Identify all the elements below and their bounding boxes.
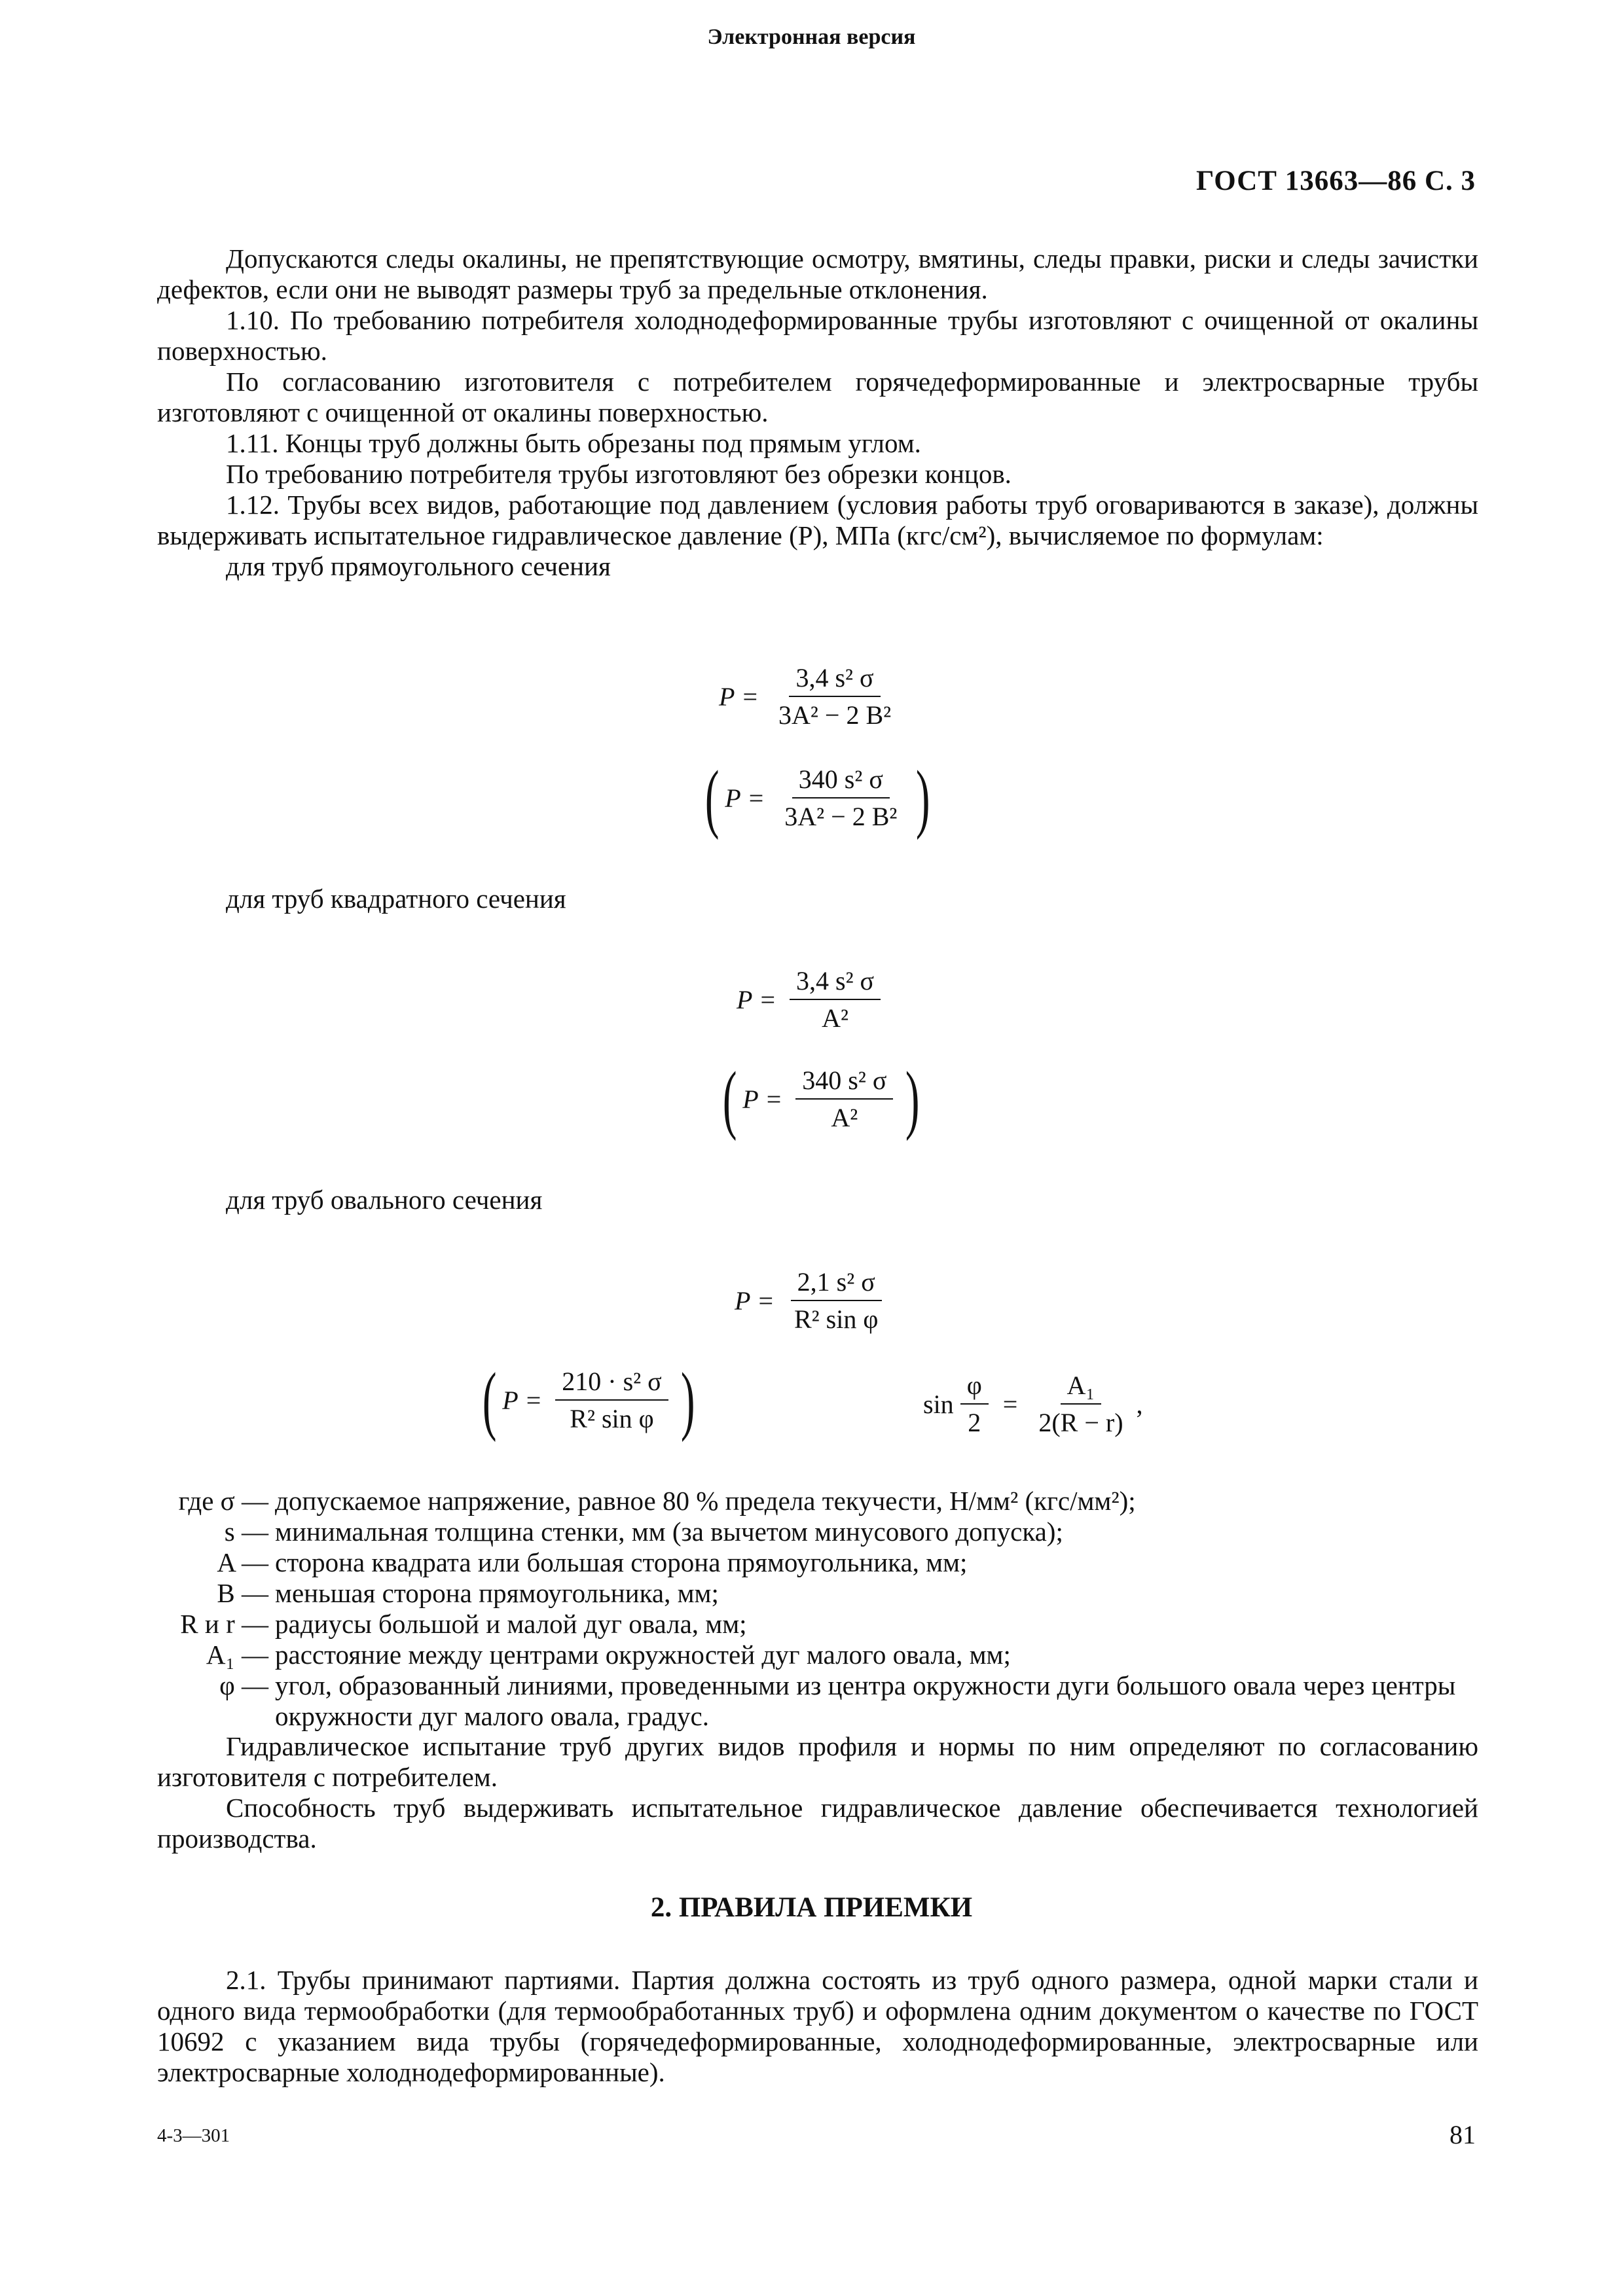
paragraph: По требованию потребителя трубы изготовляют без обрезки концов. [226,459,1012,489]
formula-var: P [502,1385,519,1415]
definition-symbol: B — [217,1578,268,1608]
paragraph: По согласованию изготовителя с потребителем горячедеформированные и электросварные трубы изготовляют с очищенной от окалины поверхностью. [157,367,1478,427]
right-paren: ) [680,1357,695,1443]
fraction [790,965,881,1033]
formula-oval-si [735,1266,891,1335]
definition-text: расстояние между центрами окружностей дуг малого овала, мм; [275,1640,1011,1670]
intro-text [157,243,1478,582]
left-paren: ( [722,1056,737,1141]
denominator: R² sin φ [794,1304,879,1334]
formula-square-si [737,965,887,1033]
definition-row [128,1640,1476,1670]
denominator: A² [831,1103,858,1132]
section2-text [157,1965,1478,2088]
formula-rect-si [719,662,904,730]
formula-eq: = [748,783,764,813]
definition-row [128,1486,1476,1516]
definition-symbol: A₁ — [206,1640,268,1670]
definition-text: сторона квадрата или большая сторона прямоугольника, мм; [275,1547,968,1577]
denominator: 2(R − r) [1038,1408,1123,1437]
oval-label-block [157,1185,1478,1215]
formula-label: для труб прямоугольного сечения [226,551,611,581]
definition-row [128,1516,1476,1547]
denominator: 3A² − 2 B² [778,700,892,730]
fraction [778,764,903,832]
formula-label: для труб овального сечения [226,1185,543,1215]
fraction [555,1366,668,1434]
left-paren: ( [482,1357,497,1443]
formula-var: P [719,681,735,711]
definition-text: меньшая сторона прямоугольника, мм; [275,1578,719,1608]
page-number: 81 [1450,2120,1476,2149]
formula-oval-old [477,1357,701,1443]
formula-eq: = [1002,1389,1018,1419]
right-paren: ) [905,1056,920,1141]
definition-row [128,1609,1476,1640]
paragraph: 1.10. По требованию потребителя холоднодеформированные трубы изготовляют с очищенной от окалины поверхностью. [157,305,1478,366]
formula-sin-phi [923,1370,1143,1438]
paragraph: Гидравлическое испытание труб других видов профиля и нормы по ним определяют по согласованию изготовителя с потребителем. [157,1731,1478,1792]
definition-text: радиусы большой и малой дуг овала, мм; [275,1609,747,1639]
formula-eq: = [742,681,757,711]
definition-symbol: A — [217,1547,268,1577]
definition-symbol: R и r — [180,1609,268,1639]
numerator: 2,1 s² σ [791,1266,882,1301]
formula-square-old [717,1056,926,1141]
paragraph: Допускаются следы окалины, не препятствующие осмотру, вмятины, следы правки, риски и следы зачистки дефектов, если они не выводят размеры труб за предельные отклонения. [157,243,1478,304]
definition-text: минимальная толщина стенки, мм (за вычетом минусового допуска); [275,1516,1063,1547]
formula-var: P [735,1285,751,1316]
right-paren: ) [916,755,930,840]
section-title: 2. ПРАВИЛА ПРИЕМКИ [650,1892,973,1923]
definition-symbol: s — [224,1516,268,1547]
formula-eq: = [526,1385,541,1415]
numerator: 210 · s² σ [555,1366,668,1401]
square-label-block [157,884,1478,914]
electronic-version-label: Электронная версия [707,25,916,49]
denominator: 3A² − 2 B² [784,802,898,831]
trailing-comma: , [1136,1389,1143,1419]
formula-eq: = [766,1084,782,1114]
numerator: φ [960,1370,989,1405]
definition-row [128,1670,1476,1732]
paragraph: 1.12. Трубы всех видов, работающие под давлением (условия работы труб оговариваются в заказе), должны выдерживать испытательное гидравлическое давление (P), МПа (кгс/см²), вычисляемое по формулам: [157,490,1478,550]
formula-var: P [737,984,753,1014]
sin-label: sin [923,1389,954,1419]
definition-row [128,1547,1476,1578]
definition-text: угол, образованный линиями, проведенными из центра окружности дуги большого овала через центры окружности дуг малого овала, градус. [275,1670,1456,1731]
numerator: 3,4 s² σ [790,965,881,1000]
numerator: 340 s² σ [795,1065,893,1100]
after-definitions-text [157,1731,1478,1854]
fraction [795,1065,893,1133]
fraction [788,1266,884,1335]
numerator: A₁ [1061,1370,1102,1405]
denominator: R² sin φ [570,1404,654,1433]
definition-row [128,1578,1476,1609]
denominator: 2 [968,1408,981,1437]
paragraph: Способность труб выдерживать испытательное гидравлическое давление обеспечивается технологией производства. [157,1793,1478,1854]
formula-rect-old [699,755,936,840]
formula-var: P [725,783,741,813]
symbol-definitions [128,1486,1476,1732]
numerator: 3,4 s² σ [789,662,880,697]
definition-text: допускаемое напряжение, равное 80 % предела текучести, Н/мм² (кгс/мм²); [275,1486,1136,1516]
numerator: 340 s² σ [792,764,890,798]
denominator: A² [822,1003,848,1033]
fraction [772,662,898,730]
footer-code: 4-3—301 [157,2125,230,2146]
fraction [960,1370,989,1438]
formula-eq: = [758,1285,773,1316]
definition-symbol: φ — [219,1670,268,1700]
definition-symbol: где σ — [178,1486,268,1516]
formula-eq: = [760,984,775,1014]
left-paren: ( [704,755,720,840]
paragraph: 1.11. Концы труб должны быть обрезаны под прямым углом. [226,428,921,458]
formula-label: для труб квадратного сечения [226,884,566,914]
formula-var: P [742,1084,759,1114]
paragraph: 2.1. Трубы принимают партиями. Партия должна состоять из труб одного размера, одной марки стали и одного вида термообработки (для термообработанных труб) и оформлена одним документом о качестве по ГОСТ 10692 с указанием вида трубы (горячедеформированные, холоднодеформированные, электросварные или электросварные холоднодеформированные). [157,1965,1478,2087]
fraction [1032,1370,1129,1438]
gost-page-header: ГОСТ 13663—86 С. 3 [1195,166,1476,196]
